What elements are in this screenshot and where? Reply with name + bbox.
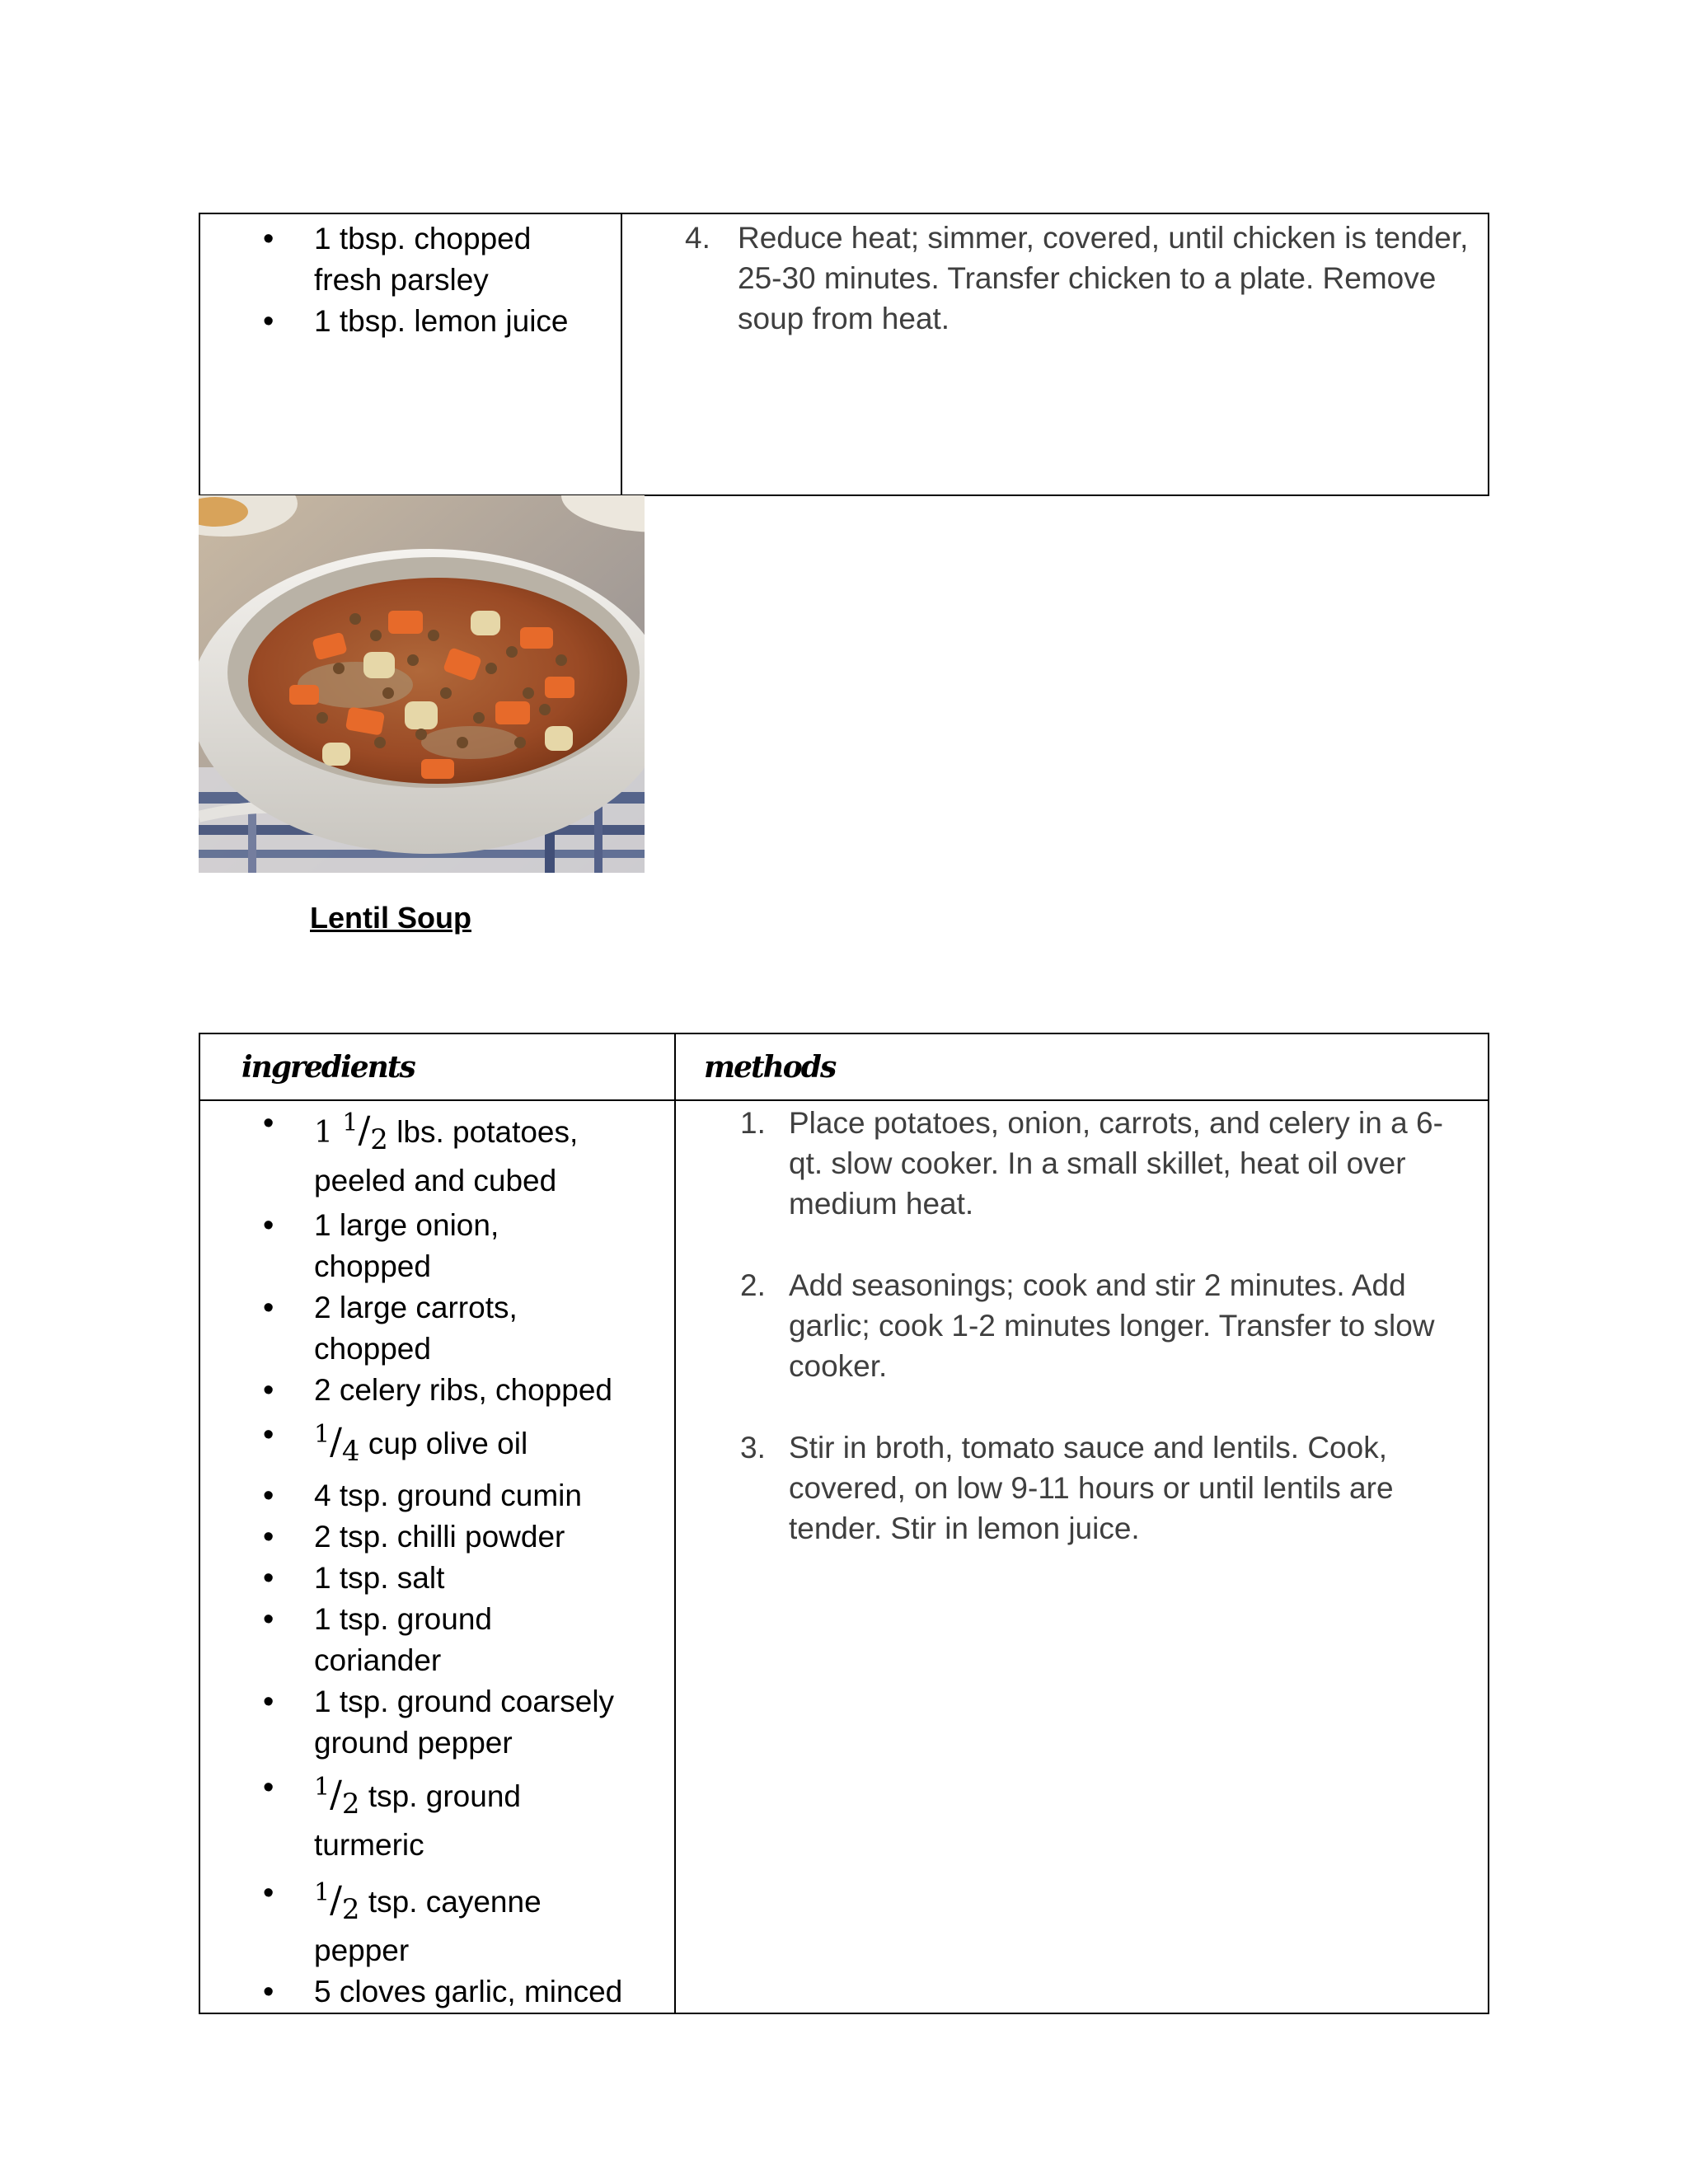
ingredient-item: • 2 celery ribs, chopped [200,1370,674,1411]
ingredients-header: ingredients [241,1049,415,1085]
ingredient-item: • $^1/_2$ tsp. ground turmeric [200,1767,674,1866]
ingredients-header-cell [199,1033,675,1100]
lentil-soup-bowl-photo-icon [199,495,645,873]
fraction: $^1/_2$ [314,1878,360,1926]
methods-cell [675,1100,1489,2013]
ingredient-item: • 1 large onion, chopped [200,1205,674,1287]
previous-ingredients-cell [199,213,621,495]
step-text: Stir in broth, tomato sauce and lentils. Cook, covered, on low 9-11 hours or until lentils are tender. Stir in lemon juice. [789,1431,1394,1545]
recipe-title: Lentil Soup [310,901,471,935]
ingredient-item: • 1 tsp. salt [200,1558,674,1599]
step-number: 3. [740,1431,766,1465]
ingredient-item: • 1 $^1/_2$ lbs. potatoes, peeled and cubed [200,1103,674,1202]
method-step [676,1427,1488,1549]
previous-recipe-table [199,213,1489,496]
previous-ingredients-list [200,218,621,342]
ingredient-item: • 2 tsp. chilli powder [200,1516,674,1558]
ingredient-item: • 1 tbsp. chopped fresh parsley [200,218,621,301]
step-number: 4. [685,221,710,255]
method-step [676,1103,1488,1224]
methods-header: methods [704,1049,836,1085]
methods-list [676,1103,1488,1549]
method-step [676,1265,1488,1386]
ingredient-item: • 1 tbsp. lemon juice [200,301,621,342]
ingredient-item: • 2 large carrots, chopped [200,1287,674,1370]
step-text: Add seasonings; cook and stir 2 minutes. Add garlic; cook 1-2 minutes longer. Transfer to slow cooker. [789,1268,1435,1383]
step-number: 2. [740,1268,766,1302]
ingredient-item: • 5 cloves garlic, minced [200,1971,674,2013]
previous-methods-cell [621,213,1489,495]
ingredients-list [200,1103,674,2013]
previous-methods-list [622,218,1488,339]
lentil-soup-table [199,1033,1489,2014]
lentil-soup-photo [199,495,645,873]
ingredient-item: • 1 tsp. ground coarsely ground pepper [200,1681,674,1764]
fraction: $^1/_4$ [314,1420,360,1468]
ingredient-item: • $^1/_4$ cup olive oil [200,1414,674,1472]
method-step [622,218,1488,339]
step-text: Reduce heat; simmer, covered, until chicken is tender, 25-30 minutes. Transfer chicken to a plate. Remove soup from heat. [738,221,1469,335]
step-number: 1. [740,1106,766,1140]
ingredient-item: • 4 tsp. ground cumin [200,1475,674,1516]
fraction: $^1/_2$ [314,1773,360,1821]
ingredients-cell [199,1100,675,2013]
ingredient-item: • $^1/_2$ tsp. cayenne pepper [200,1872,674,1971]
step-text: Place potatoes, onion, carrots, and celery in a 6-qt. slow cooker. In a small skillet, heat oil over medium heat. [789,1106,1443,1221]
methods-header-cell [675,1033,1489,1100]
fraction: 1 $^1/_2$ [314,1108,388,1156]
ingredient-item: • 1 tsp. ground coriander [200,1599,674,1681]
